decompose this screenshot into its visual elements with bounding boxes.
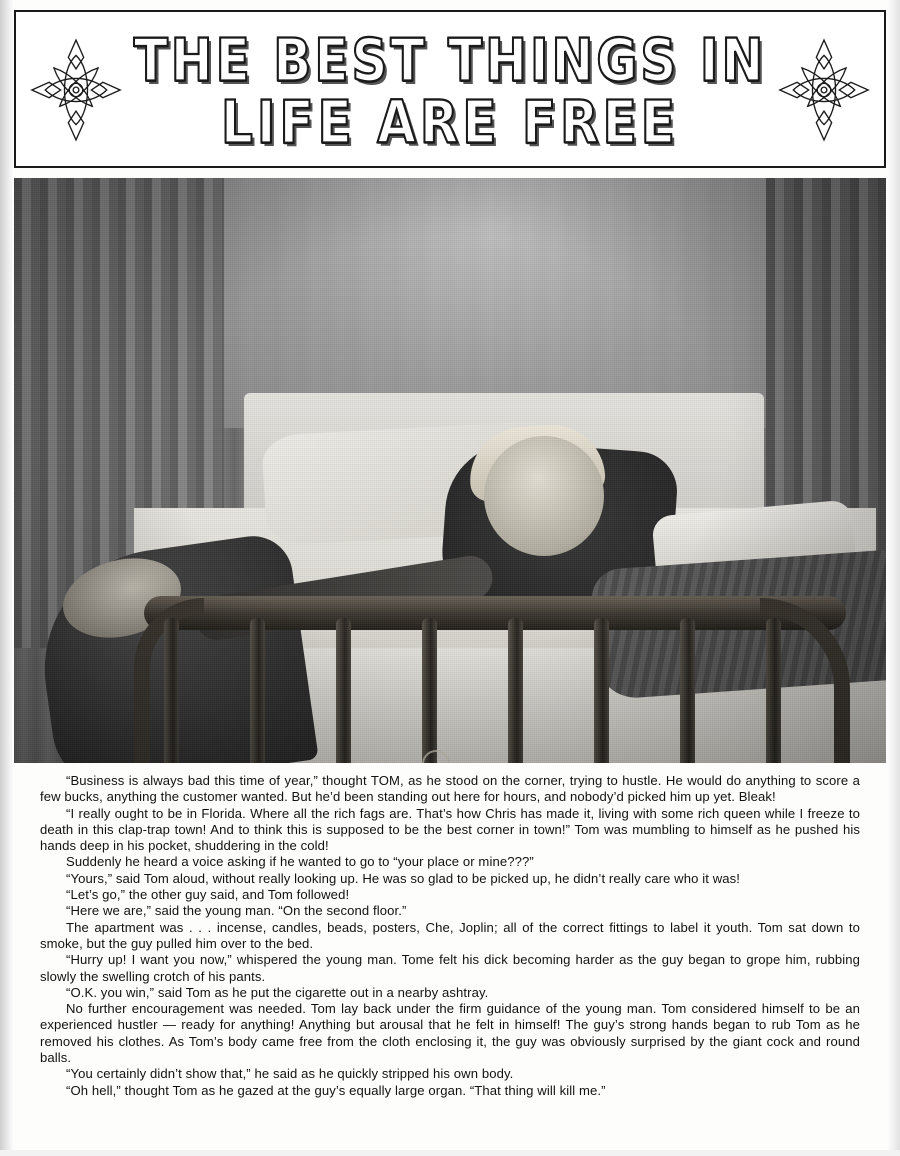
photo-metal-rings (422, 750, 480, 763)
photo-bed-rail-bars (164, 618, 816, 763)
paragraph: “Hurry up! I want you now,” whispered the young man. Tome felt his dick becoming harder as the guy began to grope him, rubbing slowly the swelling crotch of his pants. (40, 952, 860, 984)
photograph-content (14, 178, 886, 763)
article-photograph (14, 178, 886, 763)
page-bottom-edge (0, 1150, 900, 1156)
paragraph: “Business is always bad this time of year,” thought TOM, as he stood on the corner, trying to hustle. He would do anything to score a few bucks, anything the customer wanted. But he’d been standing out here for hours, and nobody’d picked him up yet. Bleak! (40, 773, 860, 805)
paragraph: “Oh hell,” thought Tom as he gazed at the guy’s equally large organ. “That thing will kill me.” (66, 1082, 606, 1098)
paragraph: The apartment was . . . incense, candles, beads, posters, Che, Joplin; all of the correct fittings to label it youth. Tom sat down to smoke, but the guy pulled him over to the bed. (40, 919, 860, 951)
paragraph: “Here we are,” said the young man. “On the second floor.” (66, 903, 407, 919)
page-title (126, 24, 774, 157)
page-left-edge (0, 0, 14, 1156)
paragraph: “Let’s go,” the other guy said, and Tom followed! (66, 887, 350, 903)
floral-ornament-left-icon (28, 36, 124, 144)
paragraph: “I really ought to be in Florida. Where all the rich fags are. That’s how Chris has made it, living with some rich queen while I freeze to death in this clap-trap town! And to think this is supposed to be the best corner in town!” Tom was mumbling to himself as he pushed his hands deep in his pocket, shuddering in the cold! (40, 805, 860, 854)
paragraph: “Yours,” said Tom aloud, without really looking up. He was so glad to be picked up, he didn’t really care who it was! (66, 870, 741, 886)
page-right-edge (886, 0, 900, 1156)
photo-figure-right-head (484, 436, 604, 556)
photo-wall-highlight (214, 178, 774, 428)
floral-ornament-right-icon (776, 36, 872, 144)
paragraph: No further encouragement was needed. Tom lay back under the firm guidance of the young man. Tom considered himself to be an experienced hustler — ready for anything! Anything but arousal that he felt in himself! The guy’s strong hands began to rub Tom as he removed his clothes. As Tom’s body came free from the cloth enclosing it, the guy was obviously surprised by the giant cock and round balls. (40, 1001, 860, 1066)
paragraph: “You certainly didn’t show that,” he said as he quickly stripped his own body. (66, 1066, 514, 1082)
paragraph: Suddenly he heard a voice asking if he wanted to go to “your place or mine???” (66, 854, 534, 870)
title-line-1: THE BEST THINGS IN (133, 26, 767, 95)
paragraph: “O.K. you win,” said Tom as he put the cigarette out in a nearby ashtray. (66, 984, 489, 1000)
article-body (40, 773, 860, 1099)
title-banner (14, 10, 886, 168)
title-line-2: LIFE ARE FREE (221, 88, 679, 157)
